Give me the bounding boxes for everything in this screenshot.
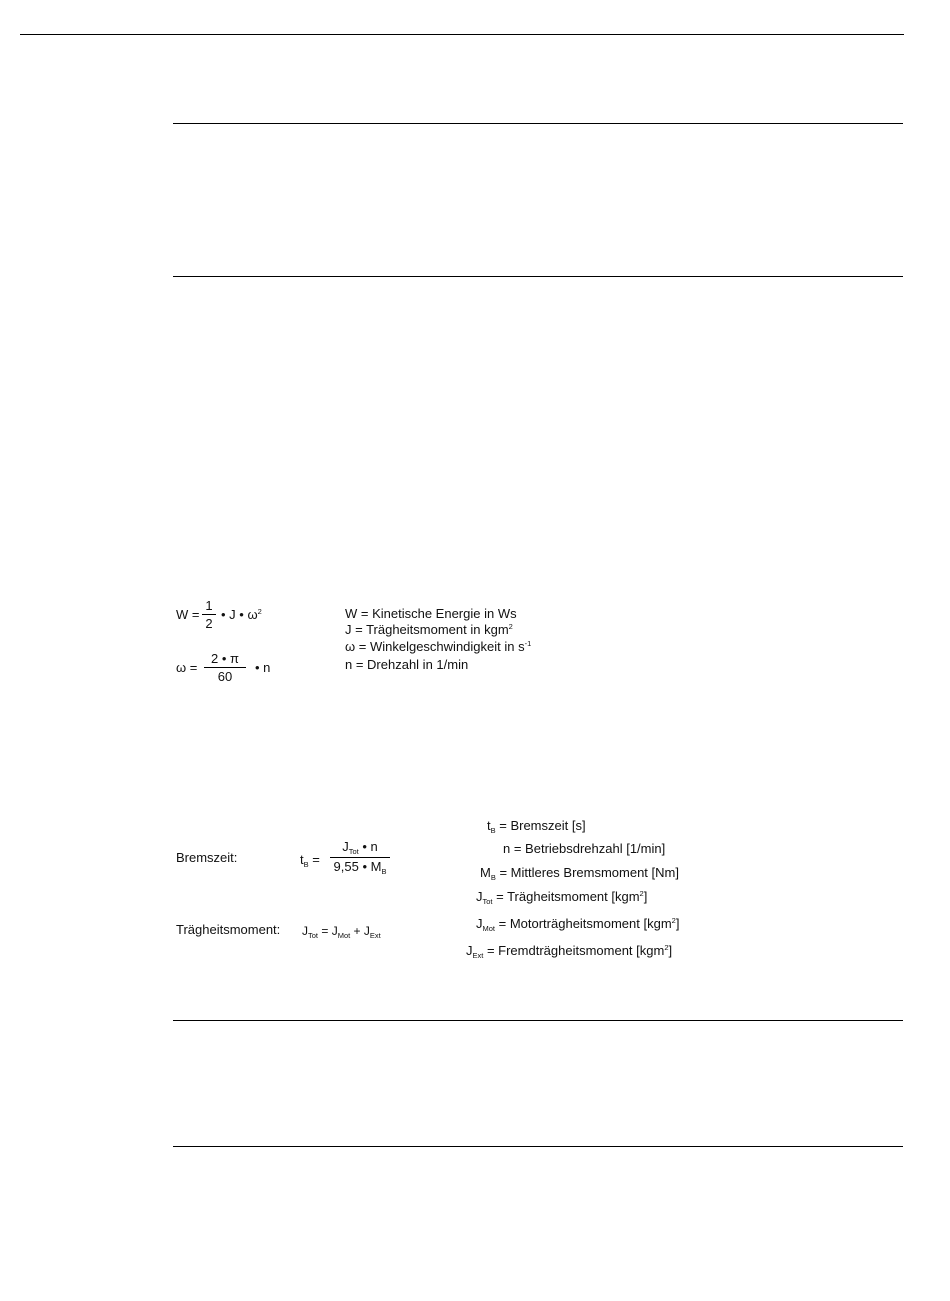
- row-sub: B: [490, 826, 496, 835]
- braking-denominator: [330, 859, 390, 876]
- energy-legend: [345, 606, 531, 672]
- w-rhs-exponent: 2: [257, 607, 262, 616]
- jmot-sub: Mot: [337, 931, 351, 940]
- row-sub: Mot: [482, 924, 496, 933]
- legend2-row-mb: [480, 865, 679, 882]
- row-sym: J: [476, 889, 483, 904]
- tb-subscript: B: [303, 860, 309, 869]
- legend2-row-n: [503, 841, 665, 856]
- legend-line-w: W = Kinetische Energie in Ws: [345, 606, 517, 621]
- legend2-row-jmot: [476, 916, 679, 933]
- row-sym: M: [480, 865, 491, 880]
- legend2-row-jtot: [476, 889, 647, 906]
- w-rhs-text: • J • ω: [221, 607, 258, 622]
- fraction-bar: [202, 614, 216, 615]
- jtot-j: J: [302, 924, 308, 938]
- section-rule-2: [173, 276, 903, 277]
- row-sym: n: [503, 841, 511, 856]
- num-rest: • n: [358, 839, 378, 854]
- fraction-bar: [204, 667, 246, 668]
- section-rule-4: [173, 1146, 903, 1147]
- row-exp: 2: [671, 916, 676, 925]
- section-rule-3: [173, 1020, 903, 1021]
- jtot-formula: [302, 924, 381, 940]
- legend2-row-tb: [487, 818, 586, 835]
- row-sub: Ext: [472, 951, 484, 960]
- tb-symbol: t: [300, 852, 304, 867]
- bremszeit-label: Bremszeit:: [176, 850, 238, 865]
- legend-line-omega-text: ω = Winkelgeschwindigkeit in s: [345, 639, 525, 654]
- section-rule-1: [173, 123, 903, 124]
- legend2-row-jext: [466, 943, 672, 960]
- row-text: = Trägheitsmoment [kgm: [492, 889, 640, 904]
- legend-line-j-text: J = Trägheitsmoment in kgm: [345, 621, 509, 637]
- braking-fraction: [330, 839, 390, 876]
- jtot-symbol: J: [342, 839, 349, 854]
- jext-sub: Ext: [369, 931, 381, 940]
- omega-denominator: 60: [217, 669, 233, 684]
- row-sym: J: [476, 916, 483, 931]
- legend-line-j: [345, 622, 531, 640]
- header-rule: [20, 34, 904, 35]
- omega-lhs: ω =: [176, 660, 198, 675]
- row-exp: 2: [639, 889, 644, 898]
- legend-line-n: n = Drehzahl in 1/min: [345, 656, 469, 672]
- den-main: 9,55 • M: [333, 859, 382, 874]
- row-sub: B: [490, 873, 496, 882]
- traegheitsmoment-label: Trägheitsmoment:: [176, 922, 281, 937]
- fraction-bar: [330, 857, 390, 858]
- half-fraction: [202, 598, 216, 631]
- omega-fraction: [204, 651, 246, 684]
- row-sym: t: [487, 818, 491, 833]
- row-text: = Betriebsdrehzahl [1/min]: [510, 841, 666, 856]
- jtot-eq: = J: [318, 924, 338, 938]
- omega-rhs: • n: [255, 660, 271, 675]
- row-sub: Tot: [482, 897, 493, 906]
- row-text: = Mittleres Bremsmoment [Nm]: [495, 865, 679, 880]
- half-numerator: 1: [205, 598, 213, 613]
- jtot-subscript: Tot: [348, 847, 359, 856]
- tb-equals: =: [312, 852, 320, 867]
- row-text: = Bremszeit [s]: [495, 818, 586, 833]
- row-text: = Fremdträgheitsmoment [kgm: [483, 943, 665, 958]
- w-lhs: W =: [176, 607, 200, 622]
- half-denominator: 2: [205, 616, 213, 631]
- legend-line-omega-exp: -1: [524, 639, 532, 648]
- tb-lhs: [300, 852, 320, 869]
- row-close: ]: [675, 916, 680, 931]
- jplus: + J: [350, 924, 370, 938]
- row-exp: 2: [664, 943, 669, 952]
- w-rhs: [221, 607, 262, 624]
- legend-line-omega: [345, 639, 531, 657]
- row-close: ]: [643, 889, 648, 904]
- row-text: = Motorträgheitsmoment [kgm: [495, 916, 672, 931]
- jtot-sub: Tot: [308, 931, 319, 940]
- omega-numerator: 2 • π: [211, 651, 239, 666]
- row-sym: J: [466, 943, 473, 958]
- braking-numerator: [330, 839, 390, 856]
- row-close: ]: [668, 943, 673, 958]
- den-subscript: B: [381, 867, 387, 876]
- legend-line-j-exp: 2: [508, 621, 513, 631]
